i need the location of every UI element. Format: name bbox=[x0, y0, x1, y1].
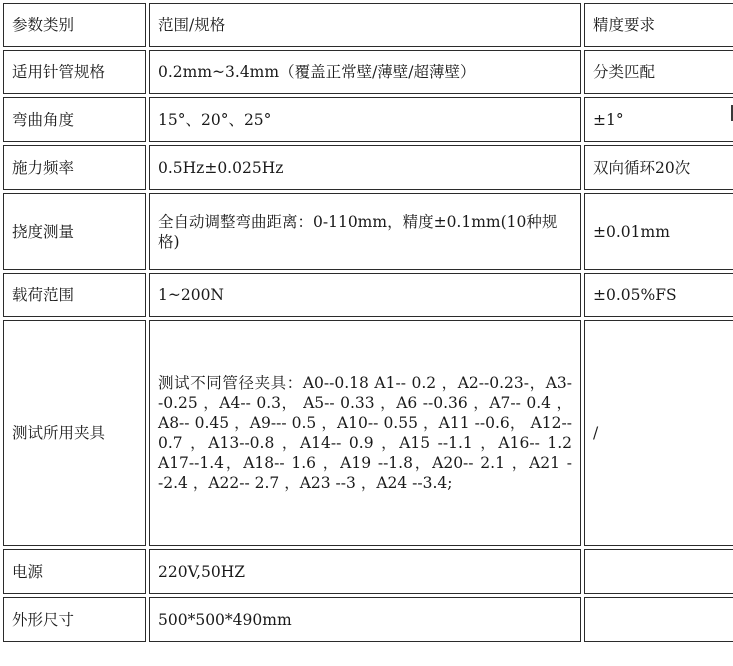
table-row bbox=[3, 320, 733, 546]
row-accuracy: / bbox=[584, 320, 733, 546]
row-param: 弯曲角度 bbox=[3, 97, 146, 142]
table-row bbox=[3, 193, 733, 270]
row-param: 外形尺寸 bbox=[3, 597, 146, 642]
table-row bbox=[3, 50, 733, 94]
row-range: 测试不同管径夹具：A0--0.18 A1-- 0.2 ，A2--0.23-，A3- -0.25 ，A4-- 0.3， A5-- 0.33 ，A6 --0.36 ，A7-- 0.4 ，A8-- 0.45 ，A9--- 0.5 ，A10-- 0.55 ，A11 --0.6， A12-- 0.7 ，A13--0.8 ，A14-- 0.9 ，A15 --1.1 ，A16-- 1.2 A17--1.4，A18-- 1.6 ，A19 --1.8，A20-- 2.1 ，A21 --2.4 ，A22-- 2.7 ，A23 --3 ，A24 --3.4; bbox=[149, 320, 581, 546]
table-row bbox=[3, 597, 733, 642]
row-range: 220V,50HZ bbox=[149, 549, 581, 594]
table-row bbox=[3, 549, 733, 594]
table-header-row bbox=[3, 3, 733, 47]
row-range: 0.2mm~3.4mm（覆盖正常壁/薄壁/超薄壁） bbox=[149, 50, 581, 94]
row-range: 全自动调整弯曲距离：0-110mm，精度±0.1mm(10种规格) bbox=[149, 193, 581, 270]
row-accuracy: 双向循环20次 bbox=[584, 145, 733, 190]
row-range: 1~200N bbox=[149, 273, 581, 317]
row-param: 施力频率 bbox=[3, 145, 146, 190]
table-row bbox=[3, 145, 733, 190]
row-param: 电源 bbox=[3, 549, 146, 594]
row-param: 适用针管规格 bbox=[3, 50, 146, 94]
table-row bbox=[3, 97, 733, 142]
row-range: 15°、20°、25° bbox=[149, 97, 581, 142]
header-param-type: 参数类别 bbox=[3, 3, 146, 47]
row-accuracy: 分类匹配 bbox=[584, 50, 733, 94]
row-accuracy: ±0.01mm bbox=[584, 193, 733, 270]
row-accuracy bbox=[584, 549, 733, 594]
row-accuracy: ±1° bbox=[584, 97, 733, 142]
row-accuracy bbox=[584, 597, 733, 642]
header-range-spec: 范围/规格 bbox=[149, 3, 581, 47]
row-param: 测试所用夹具 bbox=[3, 320, 146, 546]
row-param: 载荷范围 bbox=[3, 273, 146, 317]
header-accuracy: 精度要求 bbox=[584, 3, 733, 47]
table-row bbox=[3, 273, 733, 317]
row-accuracy: ±0.05%FS bbox=[584, 273, 733, 317]
row-range: 0.5Hz±0.025Hz bbox=[149, 145, 581, 190]
row-param: 挠度测量 bbox=[3, 193, 146, 270]
row-range: 500*500*490mm bbox=[149, 597, 581, 642]
